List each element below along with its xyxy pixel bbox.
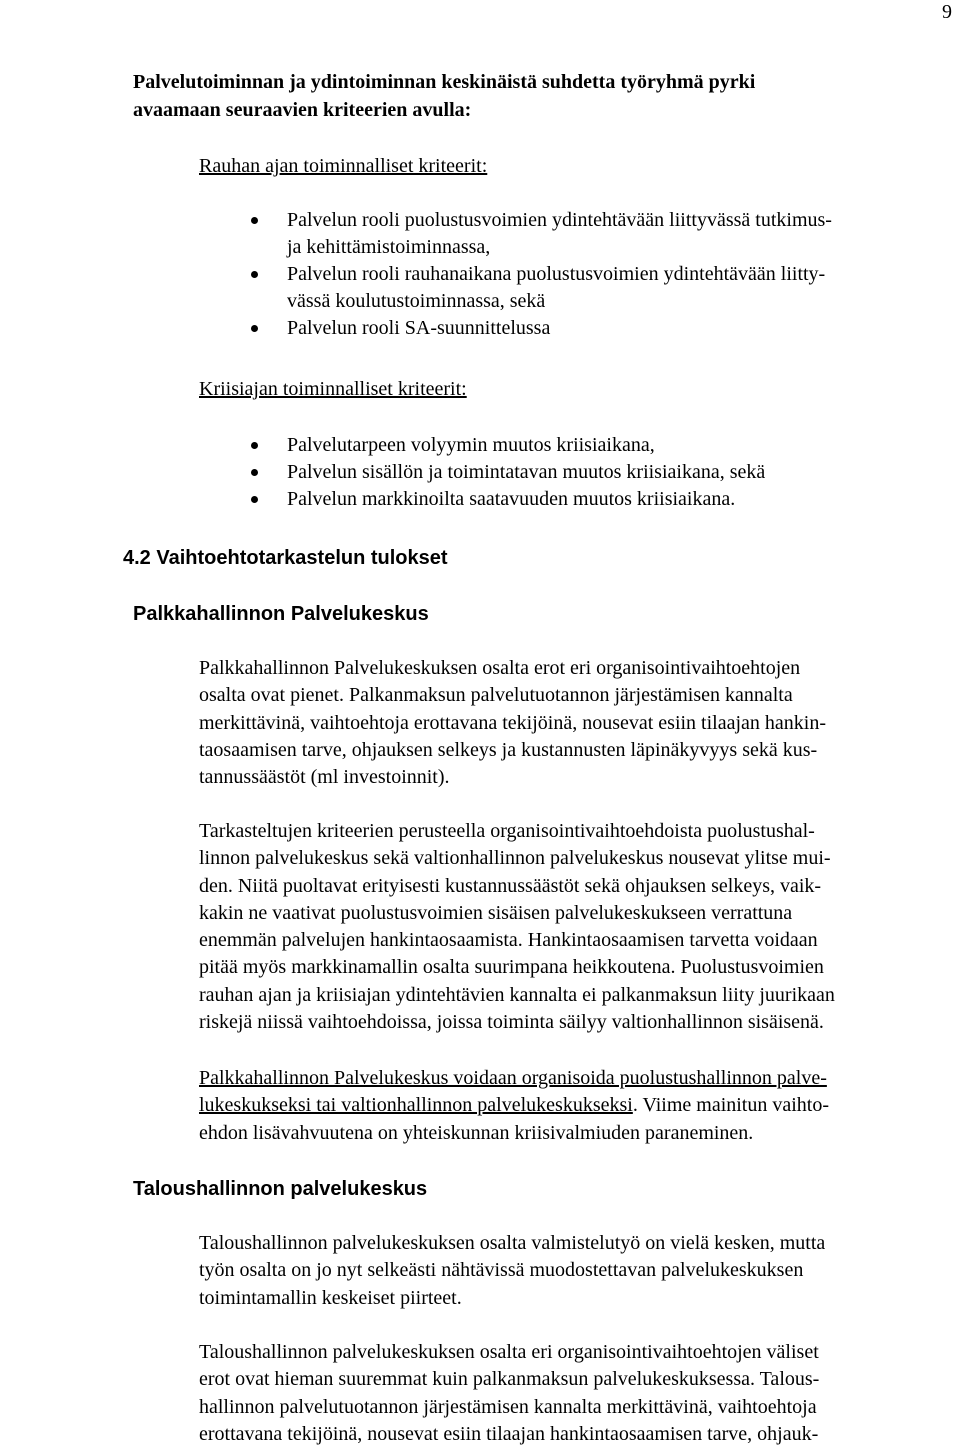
section-number: 4.2 <box>123 547 151 569</box>
palkka-paragraph-2: Tarkasteltujen kriteerien perusteella organisointivaihtoehdoista puolustushal- linnon palvelukeskus sekä valtionhallinnon palvelukeskus nousevat ylitse mui- den. Niitä puoltavat erityisesti kustannussäästöt sekä ohjauksen selkeys, vaik- kakin ne vaativat puolustusvoimien sisäisen palvelukeskukseen verrattuna enemmän palvelujen hankintaosaamista. Hankintaosaamisen tarvetta voidaan pitää myös markkinamallin osalta suurimpana heikkoutena. Puolustusvoimien rauhan ajan ja kriisiajan ydintehtävien kannalta ei palkanmaksun liity juurikaan riskejä niissä vaihtoehdoissa, joissa toiminta säilyy valtionhallinnon sisäisenä. <box>199 820 835 1034</box>
peace-criteria-list <box>245 207 945 342</box>
talous-paragraph-2: Taloushallinnon palvelukeskuksen osalta eri organisointivaihtoehtojen väliset erot ovat hieman suuremmat kuin palkanmaksun palvelukeskuksessa. Talous- hallinnon palvelutuotannon järjestämisen kannalta merkittävinä, vaihtoehtoja erottavana tekijöinä, nousevat esiin tilaajan hankintaosaamisen tarve, ohjauk- <box>199 1341 820 1445</box>
palkka-heading: Palkkahallinnon Palvelukeskus <box>133 603 429 625</box>
lead-line: Palvelutoiminnan ja ydintoiminnan keskinäistä suhdetta työryhmä pyrki <box>133 71 756 93</box>
section-title: Vaihtoehtotarkastelun tulokset <box>156 547 448 569</box>
list-item: Palvelun rooli puolustusvoimien ydintehtävään liittyvässä tutkimus- ja kehittämistoiminnassa, <box>245 207 945 261</box>
bullet-icon <box>251 217 258 224</box>
list-item: Palvelun rooli SA-suunnittelussa <box>245 315 945 342</box>
peace-criteria-heading: Rauhan ajan toiminnalliset kriteerit: <box>199 155 488 177</box>
bullet-icon <box>251 271 258 278</box>
lead-paragraph <box>133 68 933 124</box>
bullet-icon <box>251 442 258 449</box>
section-heading <box>123 544 448 572</box>
lead-line: avaamaan seuraavien kriteerien avulla: <box>133 99 472 121</box>
list-item: Palvelun sisällön ja toimintatavan muutos kriisiaikana, sekä <box>245 459 945 486</box>
talous-paragraph-1: Taloushallinnon palvelukeskuksen osalta valmistelutyö on vielä kesken, mutta työn osalta on jo nyt selkeästi nähtävissä muodostettavan palvelukeskuksen toimintamallin keskeiset piirteet. <box>199 1232 826 1309</box>
bullet-icon <box>251 325 258 332</box>
palkka-paragraph-3: Palkkahallinnon Palvelukeskus voidaan organisoida puolustushallinnon palve- lukeskukseksi tai valtionhallinnon palvelukeskukseksi. Viime mainitun vaihto- ehdon lisävahvuutena on yhteiskunnan kriisivalmiuden paraneminen. <box>199 1067 830 1144</box>
crisis-criteria-heading: Kriisiajan toiminnalliset kriteerit: <box>199 378 467 400</box>
talous-heading: Taloushallinnon palvelukeskus <box>133 1178 428 1200</box>
bullet-icon <box>251 469 258 476</box>
list-item: Palvelun markkinoilta saatavuuden muutos kriisiaikana. <box>245 486 945 513</box>
page-number: 9 <box>942 1 952 23</box>
bullet-icon <box>251 496 258 503</box>
palkka-paragraph-1: Palkkahallinnon Palvelukeskuksen osalta erot eri organisointivaihtoehtojen osalta ovat pienet. Palkanmaksun palvelutuotannon järjestämisen kannalta merkittävinä, vaihtoehtoja erottavana tekijöinä, nousevat esiin tilaajan hankin- taosaamisen tarve, ohjauksen selkeys ja kustannusten läpinäkyvyys sekä kus- tannussäästöt (ml investoinnit). <box>199 657 827 789</box>
list-item: Palvelutarpeen volyymin muutos kriisiaikana, <box>245 432 945 459</box>
list-item: Palvelun rooli rauhanaikana puolustusvoimien ydintehtävään liitty- vässä koulutustoiminnassa, sekä <box>245 261 945 315</box>
crisis-criteria-list <box>245 432 945 513</box>
